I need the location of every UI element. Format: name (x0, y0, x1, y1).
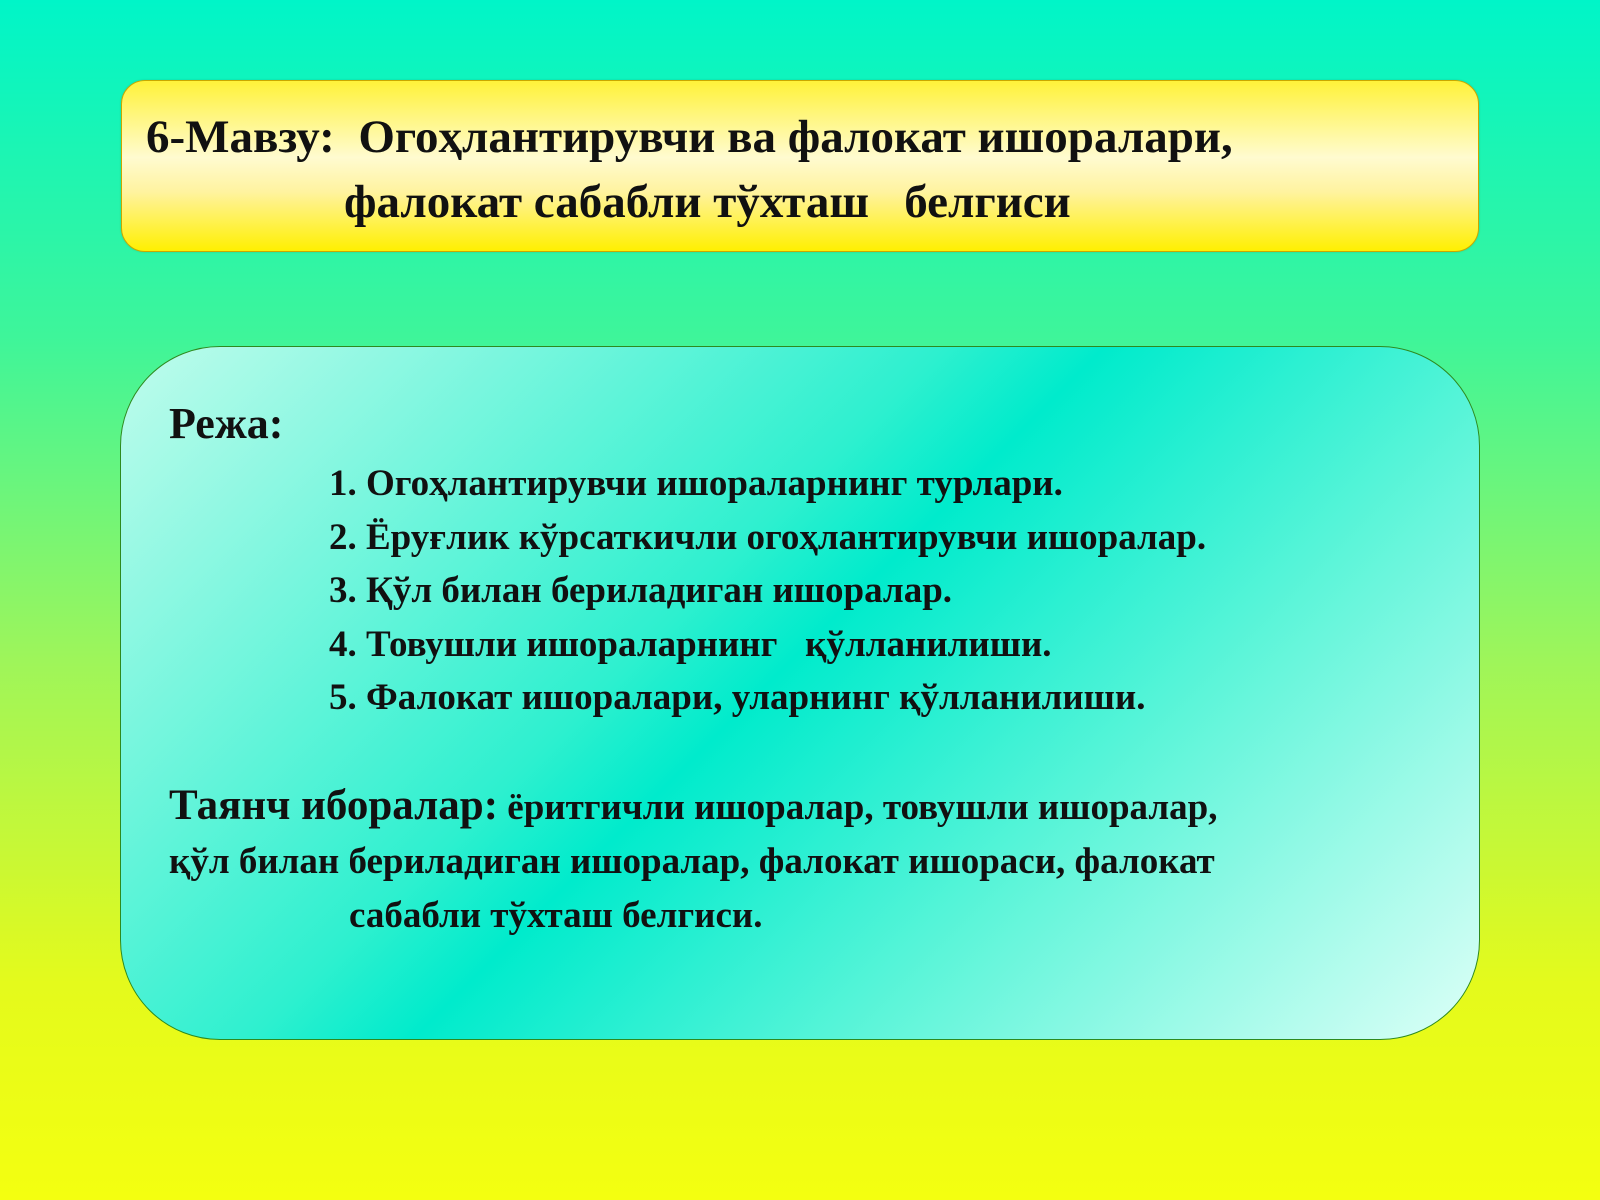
title-line-2: фалокат сабабли тўхташ белгиси (344, 176, 1071, 228)
keywords-text-1: ёритгичли ишоралар, товушли ишоралар, (498, 787, 1218, 828)
plan-item: 1. Огоҳлантирувчи ишораларнинг турлари. (329, 463, 1063, 504)
plan-item: 5. Фалокат ишоралари, уларнинг қўлланилиши. (329, 677, 1146, 718)
content-box (120, 346, 1480, 1040)
plan-item: 3. Қўл билан бериладиган ишоралар. (329, 570, 953, 611)
keywords-line-2: қўл билан бериладиган ишоралар, фалокат ишораси, фалокат (169, 841, 1215, 882)
plan-list (329, 457, 1206, 725)
title-box (121, 80, 1479, 252)
keywords-block (169, 779, 1449, 943)
plan-item: 2. Ёруғлик кўрсаткичли огоҳлантирувчи ишоралар. (329, 516, 1207, 558)
title-line-1: 6-Мавзу: Огоҳлантирувчи ва фалокат ишоралари, (146, 111, 1233, 163)
keywords-line-3: сабабли тўхташ белгиси. (349, 895, 763, 936)
plan-heading: Режа: (169, 399, 284, 448)
keywords-label: Таянч иборалар: (169, 782, 499, 829)
keywords-line-1 (169, 779, 1449, 835)
plan-item: 4. Товушли ишораларнинг қўлланилиши. (329, 623, 1052, 665)
